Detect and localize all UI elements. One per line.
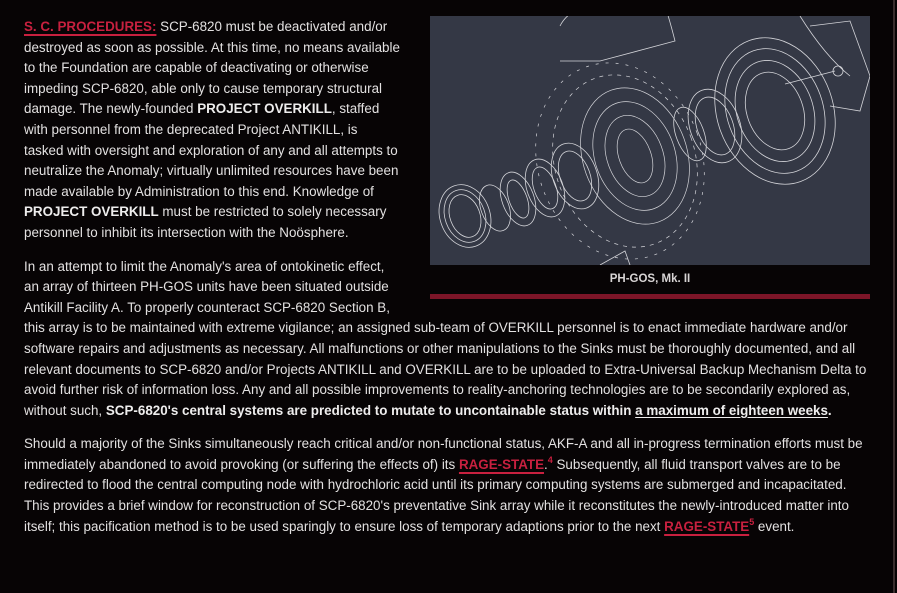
caption-divider-bar	[430, 294, 870, 299]
figure-caption: PH-GOS, Mk. II	[609, 273, 691, 285]
sc-procedures-label[interactable]: S. C. PROCEDURES:	[24, 19, 157, 34]
scrollbar-track[interactable]	[893, 0, 895, 593]
footnote-ref-4[interactable]: 4	[547, 454, 553, 465]
figure-block	[430, 16, 870, 299]
figure-image	[430, 16, 870, 265]
paragraph-text: SCP-6820 must be deactivated and/or destroyed as soon as possible. At this time, no means available to the Foundation are capable of deactivating or otherwise impeding SCP-6820, able only to cause temporary structural damage. The newly-founded	[24, 19, 400, 117]
paragraph-text: Should a majority of the Sinks simultaneously reach critical and/or non-functional status, AKF-A and all in-progress termination efforts must be immediately abandoned to avoid provoking (or suffering the effects of) its	[24, 436, 863, 472]
bold-project-overkill: PROJECT OVERKILL	[24, 204, 159, 220]
bold-prediction: SCP-6820's central systems are predicted to mutate to uncontainable status within	[105, 402, 636, 418]
ph-gos-wireframe-illustration	[430, 16, 870, 265]
footnote-ref-5[interactable]: 5	[749, 516, 755, 527]
bold-project-overkill: PROJECT OVERKILL	[197, 101, 332, 117]
paragraph-text: In an attempt to limit the Anomaly's area of ontokinetic effect, an array of thirteen PH-GOS units have been situated outside Antikill Facility A. To properly counteract SCP-6820 Section B, this array is to be maintained with extreme vigilance; an assigned sub-team of OVERKILL personnel is to enact immediate hardware and/or software repairs and adjustments as necessary. All malfunctions or other manipulations to the Sinks must be thoroughly documented, and all relevant documents to SCP-6820 and/or Projects ANTIKILL and OVERKILL are to be uploaded to Extra-Universal Backup Mechanism Delta to avoid further risk of information loss. Any and all possible improvements to reality-anchoring technologies are to be secondarily explored as, without such,	[24, 258, 867, 418]
document-body	[24, 17, 870, 550]
rage-state-link[interactable]: RAGE-STATE	[458, 456, 545, 472]
paragraph-text: must be restricted to solely necessary personnel to inhibit its intersection with the Noösphere.	[24, 204, 387, 240]
bold-period: .	[827, 402, 832, 418]
paragraph-text: , staffed with personnel from the deprecated Project ANTIKILL, is tasked with oversight and exploration of any and all attempts to neutralize the Anomaly; virtually unlimited resources have been made available by Administration to this end. Knowledge of	[24, 101, 399, 199]
rage-state-link[interactable]: RAGE-STATE	[664, 518, 750, 534]
paragraph-text: Subsequently, all fluid transport valves are to be redirected to flood the central computing node with hydrochloric acid until its primary computing systems are submerged and incapacitated. This provides a brief window for reconstruction of SCP-6820's preventative Sink array while it reconstitutes the newly-introduced matter into itself; this pacification method is to be used sparingly to ensure loss of temporary adaptions prior to the next	[24, 456, 849, 534]
paragraph-text: event.	[754, 518, 795, 534]
paragraph-text: .	[544, 456, 548, 472]
paragraph-rage-state-protocol	[24, 434, 870, 537]
underlined-eighteen-weeks: a maximum of eighteen weeks	[635, 402, 828, 418]
